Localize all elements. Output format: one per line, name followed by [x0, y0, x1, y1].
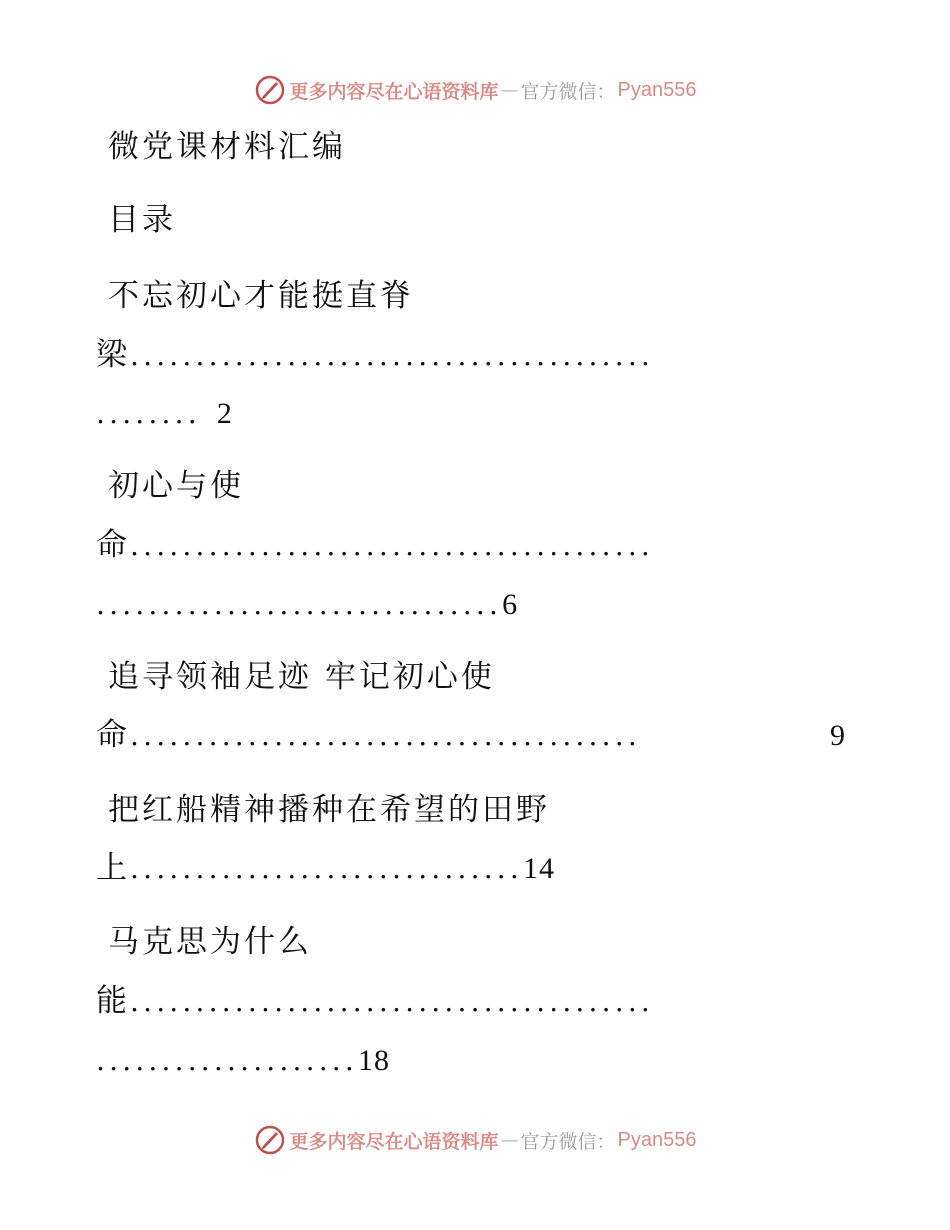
watermark-dash: —: [500, 1129, 519, 1151]
toc-entry-5-leader[interactable]: [96, 981, 654, 1022]
footer-watermark: [0, 1120, 950, 1160]
toc-entry-1-dots-cont: ........: [96, 397, 201, 430]
toc-entry-2-dots: ........................................: [130, 529, 655, 562]
toc-entry-3-page: 9: [830, 719, 846, 752]
toc-entry-4-leader[interactable]: [96, 848, 555, 889]
watermark-sub-text: 官方微信：: [520, 1130, 616, 1153]
toc-entry-5-leader-cont[interactable]: [96, 1040, 390, 1081]
header-watermark: [0, 70, 950, 110]
toc-entry-1-title[interactable]: 不忘初心才能挺直脊: [108, 278, 414, 314]
document-title: 微党课材料汇编: [108, 129, 346, 165]
toc-entry-2-leader-cont[interactable]: [96, 584, 518, 625]
toc-entry-4-dots: ..............................: [130, 852, 524, 885]
watermark-wechat-id: Pyan556: [617, 78, 697, 101]
toc-entry-5-lead-char: 能: [96, 983, 130, 1019]
watermark-main-text: 更多内容尽在心语资料库: [289, 1130, 499, 1153]
toc-entry-1-dots: ........................................: [130, 339, 655, 372]
toc-entry-5-dots-cont: ....................: [96, 1044, 359, 1077]
toc-entry-5-dots: ........................................: [130, 985, 655, 1018]
toc-entry-2-title[interactable]: 初心与使: [108, 468, 244, 504]
quill-logo-icon: [254, 74, 286, 106]
toc-entry-4-lead-char: 上: [96, 850, 130, 886]
toc-entry-4-page: 14: [523, 852, 556, 885]
toc-entry-1-page: 2: [216, 397, 233, 430]
toc-entry-2-leader[interactable]: [96, 525, 654, 566]
watermark-main-text: 更多内容尽在心语资料库: [289, 80, 499, 103]
toc-entry-5-page: 18: [358, 1044, 391, 1077]
watermark-dash: —: [500, 79, 519, 101]
toc-entry-2-lead-char: 命: [96, 527, 130, 563]
toc-entry-3-page-wrap[interactable]: [830, 715, 846, 756]
toc-entry-1-leader[interactable]: [96, 335, 654, 376]
toc-entry-1-lead-char: 梁: [96, 337, 130, 373]
quill-logo-icon: [254, 1124, 286, 1156]
toc-entry-2-dots-cont: ...............................: [96, 588, 503, 621]
toc-entry-2-page: 6: [502, 588, 519, 621]
toc-entry-1-leader-cont[interactable]: [96, 393, 233, 434]
watermark-sub-text: 官方微信：: [520, 80, 616, 103]
toc-entry-3-dots: .......................................: [130, 719, 641, 752]
toc-entry-3-title[interactable]: 追寻领袖足迹 牢记初心使: [108, 659, 495, 695]
toc-entry-3-lead-char: 命: [96, 717, 130, 753]
toc-entry-3-leader[interactable]: [96, 715, 856, 756]
toc-entry-4-title[interactable]: 把红船精神播种在希望的田野: [108, 792, 550, 828]
toc-heading: 目录: [108, 202, 176, 238]
toc-entry-5-title[interactable]: 马克思为什么: [108, 924, 312, 960]
watermark-wechat-id: Pyan556: [617, 1128, 697, 1151]
